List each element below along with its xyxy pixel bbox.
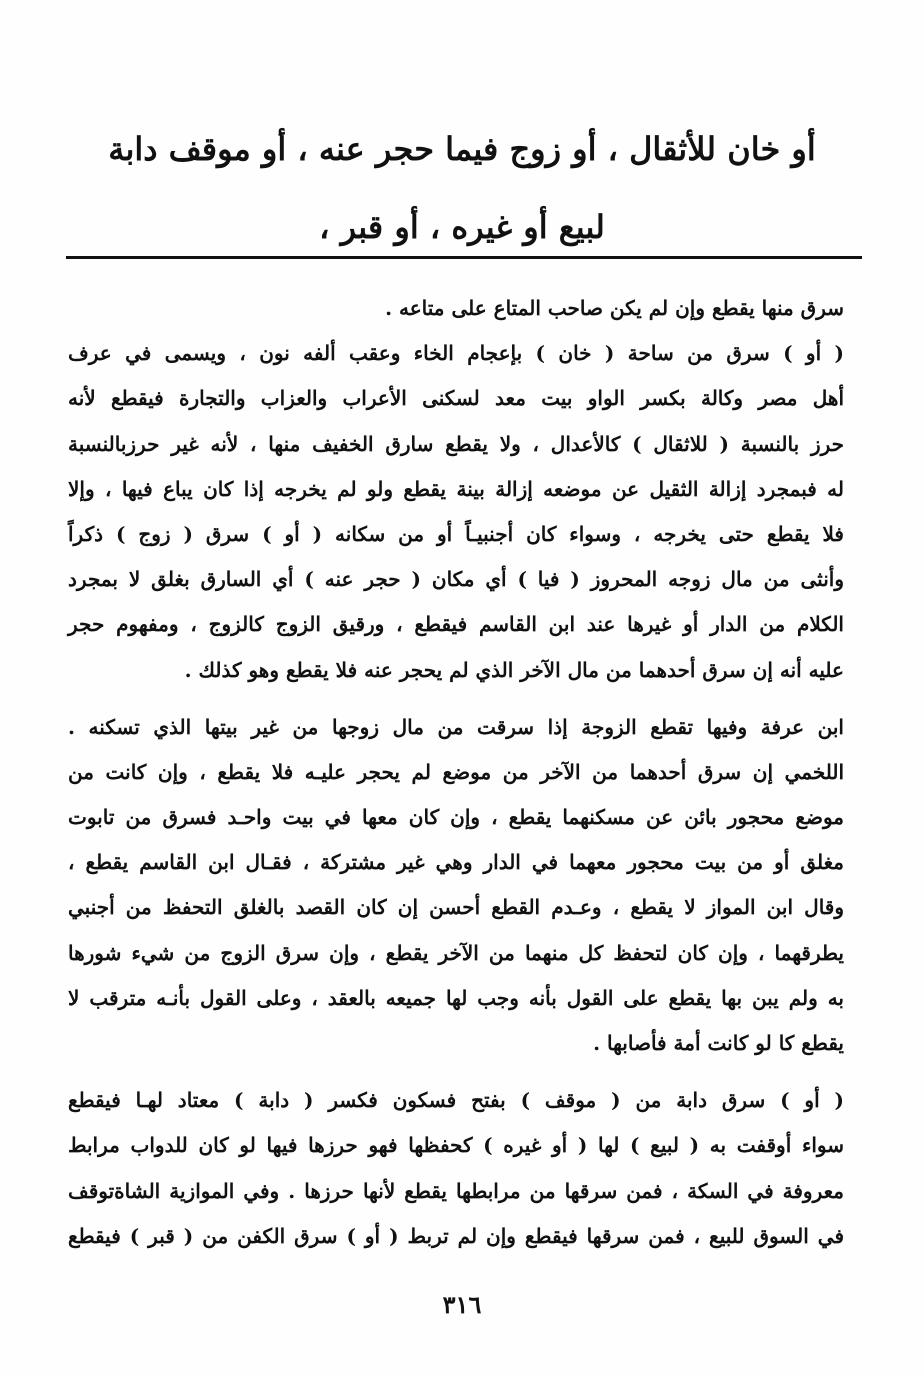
text-line: به ولم يبن بها يقطع على القول بأنه وجب لها جميعه بالعقد ، وعلى القول بأنـه مترقب لا — [68, 985, 845, 1010]
commentary-body — [68, 286, 844, 1259]
text-line: في السوق للبيع ، فمن سرقها فيقطع وإن لم تربط ( أو ) سرق الكفن من ( قبر ) فيقطع — [68, 1223, 844, 1248]
text-line: يقطع كا لو كانت أمة فأصابها . — [593, 1031, 844, 1055]
text-line: فلا يقطع حتى يخرجه ، وسواء كان أجنبيـاً أو من سكانه ( أو ) سرق ( زوج ) ذكراً — [68, 521, 844, 546]
header-divider — [66, 256, 862, 259]
paragraph-3 — [68, 705, 844, 1067]
text-line: ( أو ) سرق من ساحة ( خان ) بإعجام الخاء وعقب ألفه نون ، ويسمى في عرف — [68, 341, 844, 366]
paragraph-gap — [68, 693, 844, 705]
title-line-2: لبيع أو غيره ، أو قبر ، — [319, 208, 605, 246]
text-line: عليه أنه إن سرق أحدهما من مال الآخر الذي لم يحجر عنه فلا يقطع وهو كذلك . — [184, 657, 844, 682]
text-line: اللخمي إن سرق أحدهما من الآخر من موضع لم يحجر عليـه فلا يقطع ، وإن كانت من — [68, 759, 844, 784]
text-line: معروفة في السكة ، فمن سرقها من مرابطها يقطع لأنها حرزها . وفي الموازية الشاةتوقف — [68, 1178, 844, 1203]
paragraph-gap — [68, 1066, 844, 1078]
page-number: ٣١٦ — [442, 1290, 482, 1319]
text-line: وقال ابن المواز لا يقطع ، وعـدم القطع أحسن إن كان القصد بالغلق التحفظ من أجنبي — [68, 895, 845, 920]
paragraph-4 — [68, 1078, 844, 1259]
text-line: حرز بالنسبة ( للاثقال ) كالأعدال ، ولا يقطع سارق الخفيف منها ، لأنه غير حرزبالنسبة — [68, 431, 844, 456]
text-line: مغلق أو من بيت محجور معهما في الدار وهي غير مشتركة ، فقـال ابن القاسم يقطع ، — [68, 850, 844, 875]
text-line: سرق منها يقطع وإن لم يكن صاحب المتاع على متاعه . — [385, 296, 844, 320]
paragraph-2 — [68, 331, 844, 693]
section-title — [88, 110, 836, 266]
paragraph-1 — [68, 286, 844, 331]
text-line: سواء أوقفت به ( لبيع ) لها ( أو غيره ) كحفظها فهو حرزها فيها لو كان للدواب مرابط — [68, 1133, 844, 1158]
title-line-1: أو خان للأثقال ، أو زوج فيما حجر عنه ، أو موقف دابة — [108, 130, 816, 168]
text-line: له فبمجرد إزالة الثقيل عن موضعه إزالة بينة يقطع ولو لم يخرجه إذا كان يباع فيها ، وإلا — [68, 476, 844, 501]
text-line: الكلام من الدار أو غيرها عند ابن القاسم فيقطع ، ورقيق الزوج كالزوج ، ومفهوم حجر — [68, 612, 844, 637]
text-line: وأنثى من مال زوجه المحروز ( فيا ) أي مكان ( حجر عنه ) أي السارق بغلق لا بمجرد — [68, 567, 844, 592]
text-line: ابن عرفة وفيها تقطع الزوجة إذا سرقت من مال زوجها من غير بيتها الذي تسكنه . — [68, 714, 844, 739]
text-line: موضع محجور بائن عن مسكنهما يقطع ، وإن كان معها في بيت واحـد فسرق من تابوت — [68, 805, 844, 830]
text-line: أهل مصر وكالة بكسر الواو بيت معد لسكنى الأعراب والعزاب والتجارة فيقطع لأنه — [68, 386, 844, 411]
text-line: يطرقهما ، وإن كان لتحفظ كل منهما من الآخر يقطع ، وإن سرق الزوج من شيء شورها — [68, 940, 844, 965]
text-line: ( أو ) سرق دابة من ( موقف ) بفتح فسكون فكسر ( دابة ) معتاد لهـا فيقطع — [68, 1088, 844, 1113]
